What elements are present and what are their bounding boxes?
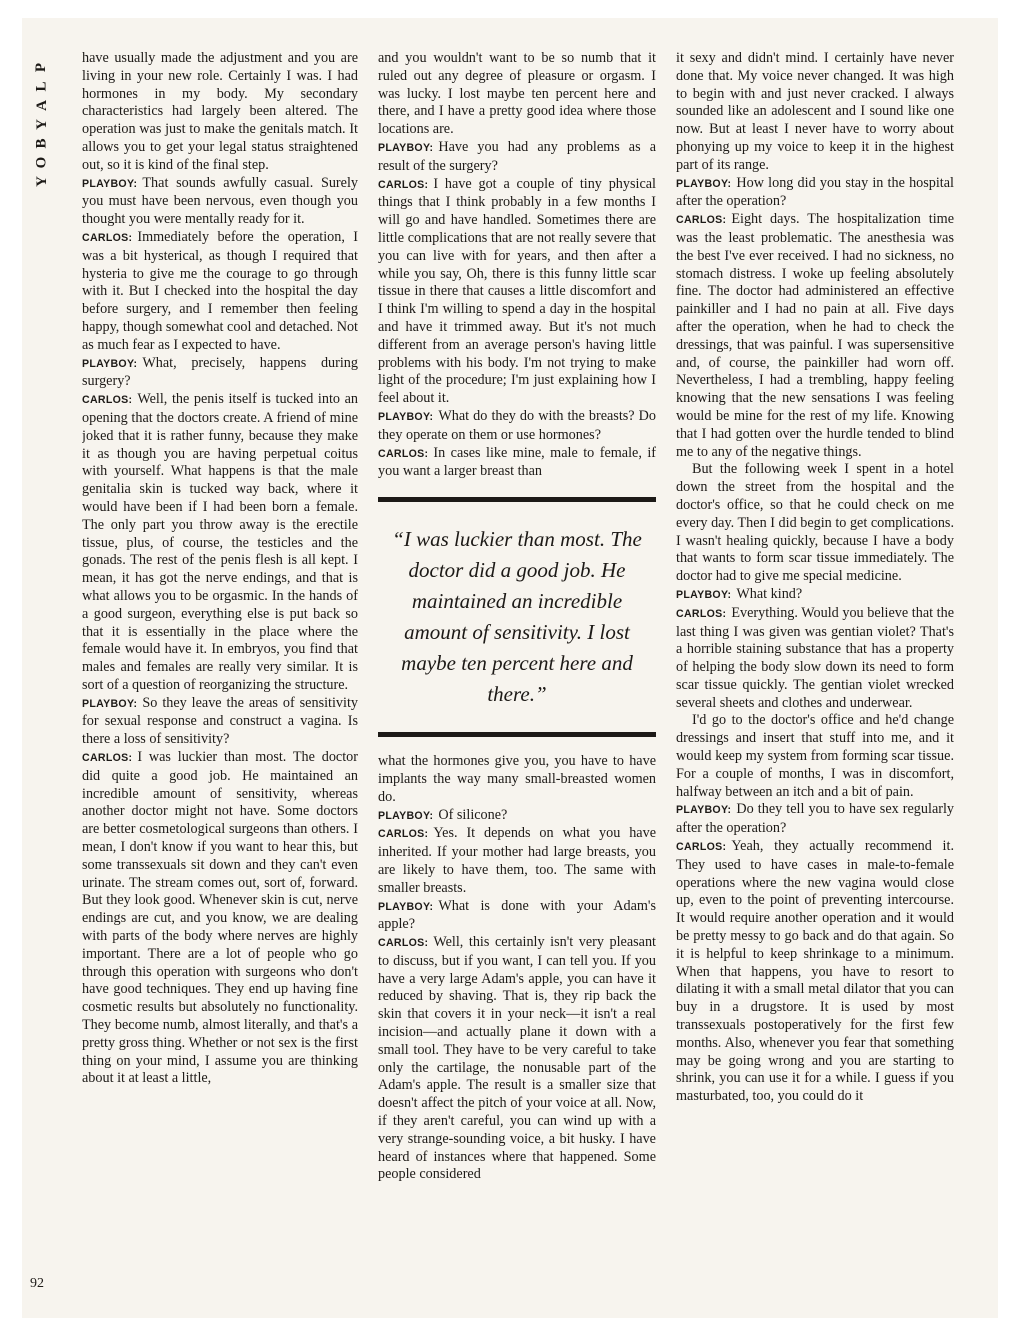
paragraph-text: How long did you stay in the hospital after the operation? [676,174,954,210]
speaker-label: CARLOS: [82,394,133,407]
speaker-label: PLAYBOY: [676,804,732,817]
paragraph [676,838,954,1106]
paragraph [82,229,358,355]
paragraph-text: What is done with your Adam's apple? [378,897,656,933]
paragraph [378,445,656,482]
masthead-letter: B [33,138,50,149]
paragraph [676,605,954,713]
magazine-page [22,18,998,1318]
paragraph [82,391,358,695]
page-number: 92 [30,1276,44,1291]
paragraph [676,461,954,586]
paragraph [82,695,358,749]
pull-quote-text: “I was luckier than most. The doctor did a good job. He maintained an incredible amount of sensitivity. I lost maybe ten percent here and there.” [392,527,642,707]
paragraph-text: Yes. It depends on what you have inherited. If your mother had large breasts, you are likely to have them, too. The same with smaller breasts. [378,825,656,896]
paragraph [676,50,954,175]
paragraph [378,176,656,408]
speaker-label: CARLOS: [378,447,429,460]
speaker-label: PLAYBOY: [378,141,434,154]
paragraph-text: Eight days. The hospitalization time was the least problematic. The anesthesia was the best I've ever received. I had no sickness, no stomach distress. I woke up feeling absolutely fine. The doctor had administered an effective painkiller and I had no pain at all. Five days after the operation, when he had to check the dressings, that was painful. I was supersensitive and, of course, the painkiller had worn off. Nevertheless, I had a trembling, happy feeling knowing that the new sensations I was feeling would be mine for the rest of my life. Knowing that I had gotten over the hurdle tended to blind me to any of the negative things. [676,211,954,460]
masthead-letter: L [33,81,50,92]
paragraph [82,50,358,175]
paragraph-text: I have got a couple of tiny physical things that I think probably in a few months I will go and have handled. Sometimes there are little complications that are not really severe that you can live with for years, and then after a while you say, Oh, there is this funny little scar tissue in there that causes a little discomfort and I think I'm willing to spend a day in the hospital and have it trimmed away. But it's not much different from an average person's having little problems with his body. I'm not trying to make light of the procedure; I'm just explaining how I feel about it. [378,175,656,407]
paragraph [378,934,656,1184]
paragraph-text: Everything. Would you believe that the last thing I was given was gentian violet? That's a horrible staining substance that has a property of helping the body slow down its need to form scar tissue quickly. The gentian violet wrecked several sheets and clothes and underwear. [676,604,954,711]
masthead-letter: Y [33,119,50,130]
paragraph-text: That sounds awfully casual. Surely you must have been nervous, even though you thought you were mentally ready for it. [82,174,358,228]
paragraph-text: what the hormones give you, you have to have implants the way many small-breasted women do. [378,753,656,805]
speaker-label: PLAYBOY: [378,900,434,913]
paragraph-text: But the following week I spent in a hotel down the street from the hospital and the doctor's office, so that he could check on me every day. Then I did begin to get complications. I wasn't healing quickly, because I have a body that wants to form scar tissue immediately. The doctor had to give me special medicine. [676,461,954,585]
speaker-label: CARLOS: [676,841,727,854]
speaker-label: PLAYBOY: [82,357,138,370]
paragraph [378,807,656,826]
paragraph-text: Do they tell you to have sex regularly after the operation? [676,801,954,837]
speaker-label: CARLOS: [82,752,133,765]
paragraph [378,408,656,445]
speaker-label: PLAYBOY: [82,697,138,710]
masthead-letter: O [33,156,50,169]
speaker-label: PLAYBOY: [378,410,434,423]
paragraph [378,139,656,176]
paragraph-text: and you wouldn't want to be so numb that it ruled out any degree of pleasure or orgasm. I was lucky. I lost maybe ten percent here and there, and I have a pretty good idea where those locations are. [378,50,656,138]
paragraph-text: Of silicone? [438,806,508,823]
paragraph-text: I was luckier than most. The doctor did quite a good job. He maintained an incredible amount of sensitivity, whereas another doctor might not have. Some doctors are better cosmetological surgeons than others. I mean, I don't know if you want to hear this, but some transsexuals sit down and they can't even urinate. The stream comes out, sort of, forward. But they look good. Whenever skin is cut, nerve endings are cut, and you know, we are dealing with parts of the body where nerves are highly important. There are a lot of people who go through this operation with surgeons who don't have good techniques. They end up having fine cosmetic results but absolutely no functionality. They become numb, almost literally, and that's a pretty gross thing. Whether or not sex is the first thing on your mind, I assume you are thinking about it at least a little, [82,749,358,1087]
paragraph-text: What kind? [736,585,803,602]
column-1 [82,50,358,1290]
paragraph [82,749,358,1088]
speaker-label: PLAYBOY: [82,177,138,190]
paragraph [676,586,954,605]
masthead-letter: Y [33,176,50,187]
masthead-letter: A [33,100,50,111]
speaker-label: PLAYBOY: [676,588,732,601]
speaker-label: CARLOS: [378,178,429,191]
paragraph-text: Immediately before the operation, I was a bit hysterical, as though I required that hysteria to give me the courage to go through with it. But I checked into the hospital the day before surgery, and I remember then feeling happy, though somewhat cool and detached. Not as much fear as I expected to have. [82,228,358,353]
paragraph [82,175,358,229]
column-3 [676,50,954,1290]
paragraph-text: have usually made the adjustment and you are living in your new role. Certainly I was. I had hormones in my body. My secondary characteristics had largely been altered. The operation was just to make the genitals match. It allows you to get your legal status straightened out, so it is kind of the final step. [82,50,358,173]
paragraph-text: In cases like mine, male to female, if you want a larger breast than [378,444,656,480]
paragraph-text: Well, the penis itself is tucked into an opening that the doctors create. A friend of mine joked that it is rather funny, because they make it as though you are having perpetual coitus with yourself. What happens is that the male genitalia skin is tucked way back, where it would have been if I had been born a female. The only part you throw away is the erectile tissue, plus, of course, the testicles and the gonads. The rest of the penis flesh is all kept. I mean, it has got the nerve endings, and that is what allows you to be orgasmic. In the hands of a good surgeon, everything else is put back so that it is essentially in the place where the female would have it. In embryos, you find that males and females are really very similar. It is sort of a question of reorganizing the structure. [82,391,358,693]
masthead-letter: P [33,62,50,73]
paragraph [676,211,954,461]
paragraph-text: Yeah, they actually recommend it. They used to have cases in male-to-female operations where the new vagina would close up, even to the point of preventing intercourse. It would require another operation and it would be pretty messy to go back and do that again. So it is helpful to keep shrinkage to a minimum. When that happens, you have to resort to dilating it with a small metal dilator that you can buy in a drugstore. It is used by most transsexuals postoperatively for the first few months. Also, whenever you fear that something may be going wrong and you are starting to shrink, you can use it for a while. I guess if you masturbated, too, you could do it [676,838,954,1105]
speaker-label: CARLOS: [676,607,727,620]
paragraph [676,801,954,838]
paragraph [676,175,954,212]
column-2 [378,50,656,1290]
paragraph-text: What, precisely, happens during surgery? [82,354,358,390]
masthead-vertical [32,58,52,191]
paragraph [378,50,656,139]
paragraph [82,355,358,392]
paragraph [378,825,656,897]
speaker-label: PLAYBOY: [378,809,434,822]
paragraph-text: Have you had any problems as a result of the surgery? [378,138,656,174]
speaker-label: CARLOS: [378,828,429,841]
speaker-label: CARLOS: [378,937,429,950]
paragraph-text: So they leave the areas of sensitivity for sexual response and construct a vagina. Is there a loss of sensitivity? [82,694,358,748]
speaker-label: CARLOS: [676,214,727,227]
speaker-label: PLAYBOY: [676,177,732,190]
paragraph-text: it sexy and didn't mind. I certainly have never done that. My voice never changed. It was high to begin with and just never cracked. I always sounded like an adolescent and I sound like one now. But at least I never have to worry about phonying up my voice to keep it in the highest part of its range. [676,50,954,173]
paragraph-text: Well, this certainly isn't very pleasant to discuss, but if you want, I can tell you. If you have a very large Adam's apple, you can have it reduced by shaving. That is, they rip back the skin that covers it in your neck—it isn't a real incision—and actually plane it down with a small tool. They have to be very careful to take only the cartilage, the nonusable part of the Adam's apple. The result is a smaller size that doesn't affect the pitch of your voice at all. Now, if they aren't careful, you can wind up with a very strange-sounding voice, a bit husky. I have heard of instances where that happened. Some people considered [378,934,656,1183]
paragraph-text: I'd go to the doctor's office and he'd change dressings and insert that stuff into me, and it would keep my system from forming scar tissue. For a couple of months, I was in discomfort, halfway between an itch and a bit of pain. [676,712,954,800]
paragraph [676,712,954,801]
paragraph [378,898,656,935]
speaker-label: CARLOS: [82,231,133,244]
pull-quote-rule-bottom [378,732,656,737]
paragraph-text: What do they do with the breasts? Do they operate on them or use hormones? [378,407,656,443]
pull-quote [378,497,656,737]
paragraph [378,753,656,806]
